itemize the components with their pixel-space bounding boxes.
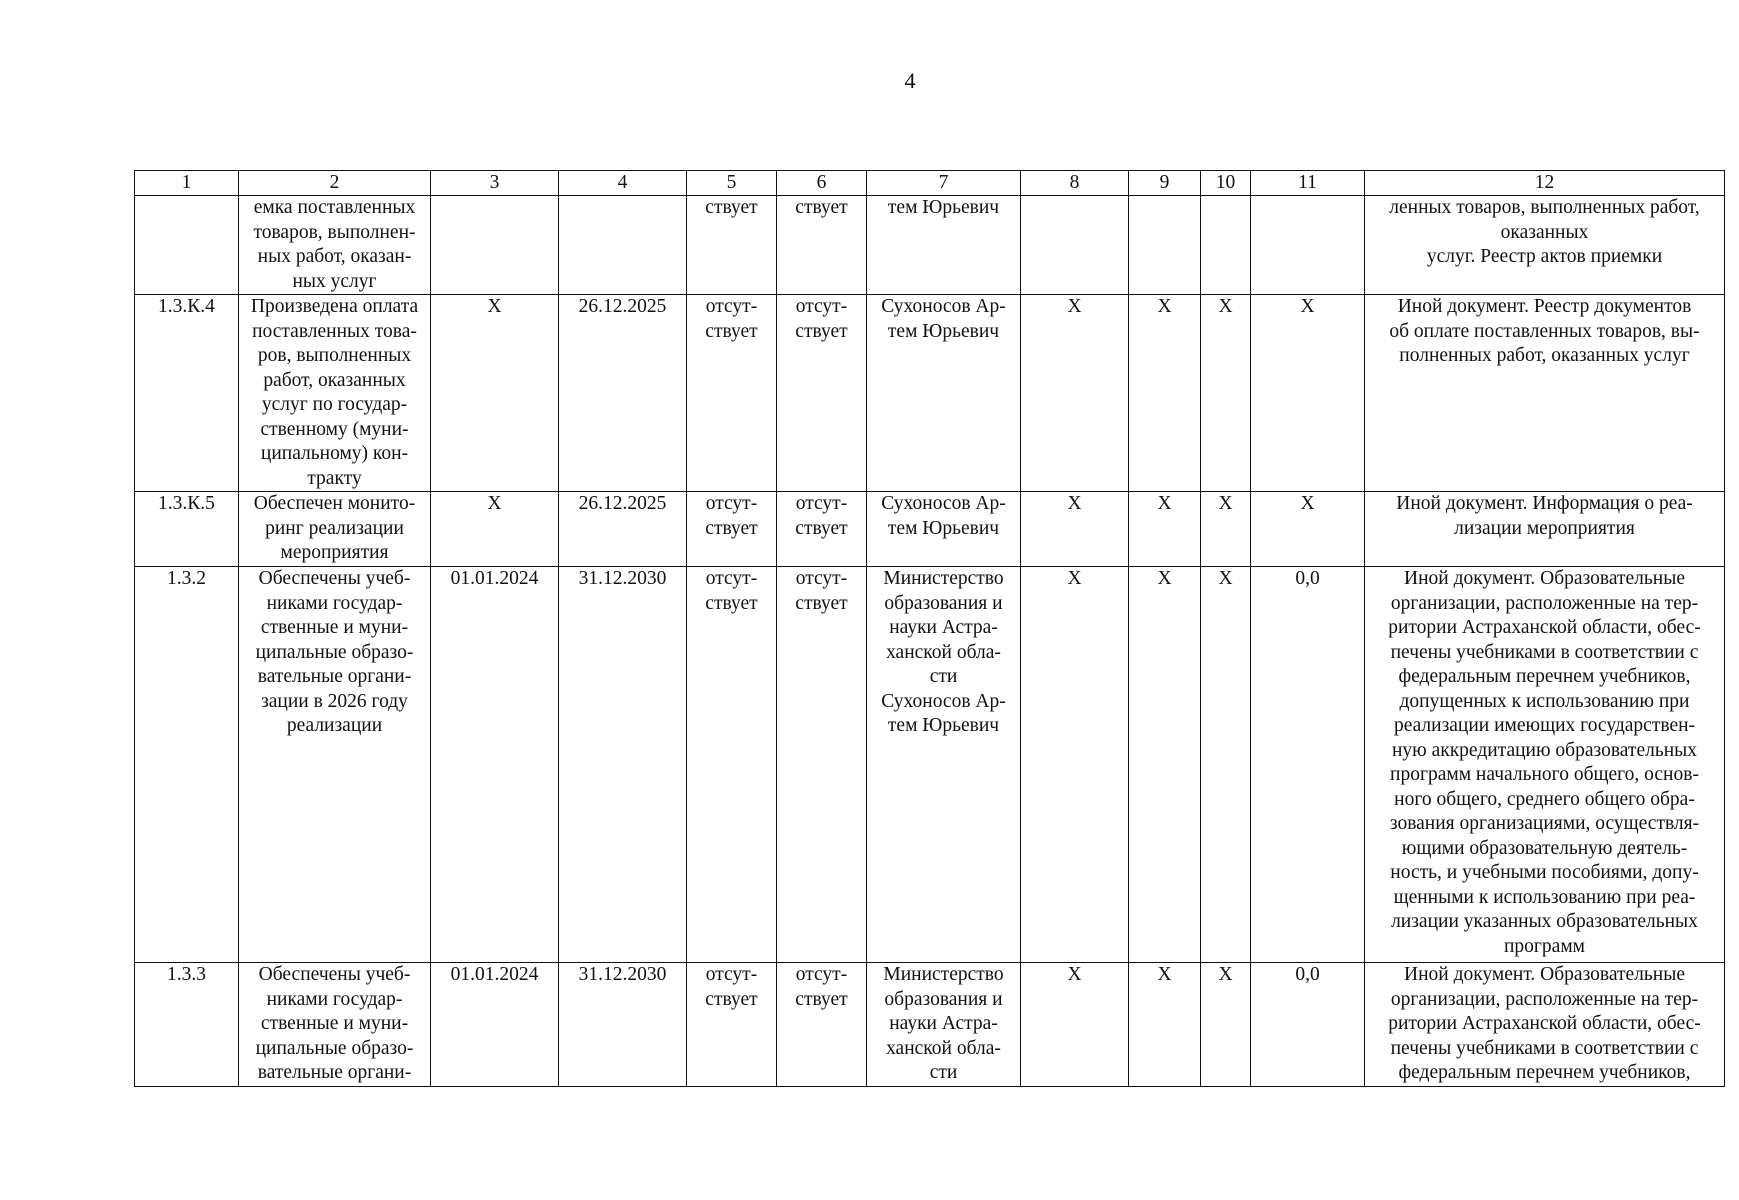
- cell-start-date: 01.01.2024: [431, 963, 559, 1087]
- table-row: [135, 295, 1725, 492]
- cell-col10: X: [1201, 295, 1251, 492]
- cell-number: 1.3.К.4: [135, 295, 239, 492]
- cell-col10: [1201, 196, 1251, 295]
- column-header: 9: [1129, 171, 1201, 196]
- cell-document: Иной документ. Реестр документов об оплате поставленных товаров, вы- полненных работ, оказанных услуг: [1365, 295, 1725, 492]
- column-header: 6: [777, 171, 867, 196]
- cell-document: ленных товаров, выполненных работ, оказанных услуг. Реестр актов приемки: [1365, 196, 1725, 295]
- table-row: [135, 492, 1725, 567]
- cell-col11: 0,0: [1251, 963, 1365, 1087]
- cell-col8: [1021, 196, 1129, 295]
- column-header: 3: [431, 171, 559, 196]
- cell-col5: отсут- ствует: [687, 295, 777, 492]
- cell-responsible: тем Юрьевич: [867, 196, 1021, 295]
- cell-end-date: 31.12.2030: [559, 567, 687, 963]
- cell-col5: отсут- ствует: [687, 963, 777, 1087]
- cell-col5: отсут- ствует: [687, 567, 777, 963]
- cell-result-name: Обеспечен монито- ринг реализации мероприятия: [239, 492, 431, 567]
- cell-responsible: Министерство образования и науки Астра- ханской обла- сти: [867, 963, 1021, 1087]
- column-header: 5: [687, 171, 777, 196]
- cell-col11: X: [1251, 492, 1365, 567]
- cell-col11: 0,0: [1251, 567, 1365, 963]
- cell-col11: X: [1251, 295, 1365, 492]
- cell-col9: X: [1129, 567, 1201, 963]
- cell-col9: X: [1129, 492, 1201, 567]
- cell-col10: X: [1201, 567, 1251, 963]
- cell-col6: ствует: [777, 196, 867, 295]
- cell-col6: отсут- ствует: [777, 567, 867, 963]
- cell-number: [135, 196, 239, 295]
- cell-result-name: Обеспечены учеб- никами государ- ственные и муни- ципальные образо- вательные органи- зации в 2026 году реализации: [239, 567, 431, 963]
- cell-end-date: 31.12.2030: [559, 963, 687, 1087]
- cell-col10: X: [1201, 492, 1251, 567]
- cell-result-name: Обеспечены учеб- никами государ- ственные и муни- ципальные образо- вательные органи-: [239, 963, 431, 1087]
- cell-document: Иной документ. Образовательные организации, расположенные на тер- ритории Астраханской области, обес- печены учебниками в соответствии с федеральным перечнем учебников, допущенных к использованию при реализации имеющих государствен- ную аккредитацию образовательных программ начального общего, основ- ного общего, среднего общего обра- зования организациями, осуществля- ющими образовательную деятель- ность, и учебными пособиями, допу- щенными к использованию при реа- лизации указанных образовательных программ: [1365, 567, 1725, 963]
- cell-col9: X: [1129, 295, 1201, 492]
- cell-col8: X: [1021, 295, 1129, 492]
- cell-col8: X: [1021, 567, 1129, 963]
- cell-number: 1.3.3: [135, 963, 239, 1087]
- cell-result-name: Произведена оплата поставленных това- ров, выполненных работ, оказанных услуг по государ- ственному (муни- ципальному) кон- тракту: [239, 295, 431, 492]
- cell-end-date: 26.12.2025: [559, 492, 687, 567]
- cell-col8: X: [1021, 492, 1129, 567]
- cell-col8: X: [1021, 963, 1129, 1087]
- header-row: [135, 171, 1725, 196]
- cell-col11: [1251, 196, 1365, 295]
- cell-col5: отсут- ствует: [687, 492, 777, 567]
- cell-col6: отсут- ствует: [777, 295, 867, 492]
- cell-number: 1.3.К.5: [135, 492, 239, 567]
- column-header: 1: [135, 171, 239, 196]
- cell-col5: ствует: [687, 196, 777, 295]
- table-row: [135, 567, 1725, 963]
- cell-document: Иной документ. Информация о реа- лизации мероприятия: [1365, 492, 1725, 567]
- cell-responsible: Министерство образования и науки Астра- ханской обла- сти Сухоносов Ар- тем Юрьевич: [867, 567, 1021, 963]
- column-header: 2: [239, 171, 431, 196]
- page-number: 4: [904, 68, 916, 93]
- cell-start-date: X: [431, 492, 559, 567]
- cell-col9: X: [1129, 963, 1201, 1087]
- cell-start-date: X: [431, 295, 559, 492]
- cell-responsible: Сухоносов Ар- тем Юрьевич: [867, 295, 1021, 492]
- cell-end-date: [559, 196, 687, 295]
- cell-col9: [1129, 196, 1201, 295]
- cell-responsible: Сухоносов Ар- тем Юрьевич: [867, 492, 1021, 567]
- cell-result-name: емка поставленных товаров, выполнен- ных работ, оказан- ных услуг: [239, 196, 431, 295]
- column-header: 8: [1021, 171, 1129, 196]
- cell-number: 1.3.2: [135, 567, 239, 963]
- column-header: 7: [867, 171, 1021, 196]
- column-header: 11: [1251, 171, 1365, 196]
- table-row: [135, 196, 1725, 295]
- plan-table: [134, 170, 1725, 1087]
- column-header: 10: [1201, 171, 1251, 196]
- cell-start-date: 01.01.2024: [431, 567, 559, 963]
- cell-start-date: [431, 196, 559, 295]
- column-header: 4: [559, 171, 687, 196]
- cell-document: Иной документ. Образовательные организации, расположенные на тер- ритории Астраханской области, обес- печены учебниками в соответствии с федеральным перечнем учебников,: [1365, 963, 1725, 1087]
- column-header: 12: [1365, 171, 1725, 196]
- cell-col10: X: [1201, 963, 1251, 1087]
- cell-end-date: 26.12.2025: [559, 295, 687, 492]
- cell-col6: отсут- ствует: [777, 492, 867, 567]
- table-row: [135, 963, 1725, 1087]
- cell-col6: отсут- ствует: [777, 963, 867, 1087]
